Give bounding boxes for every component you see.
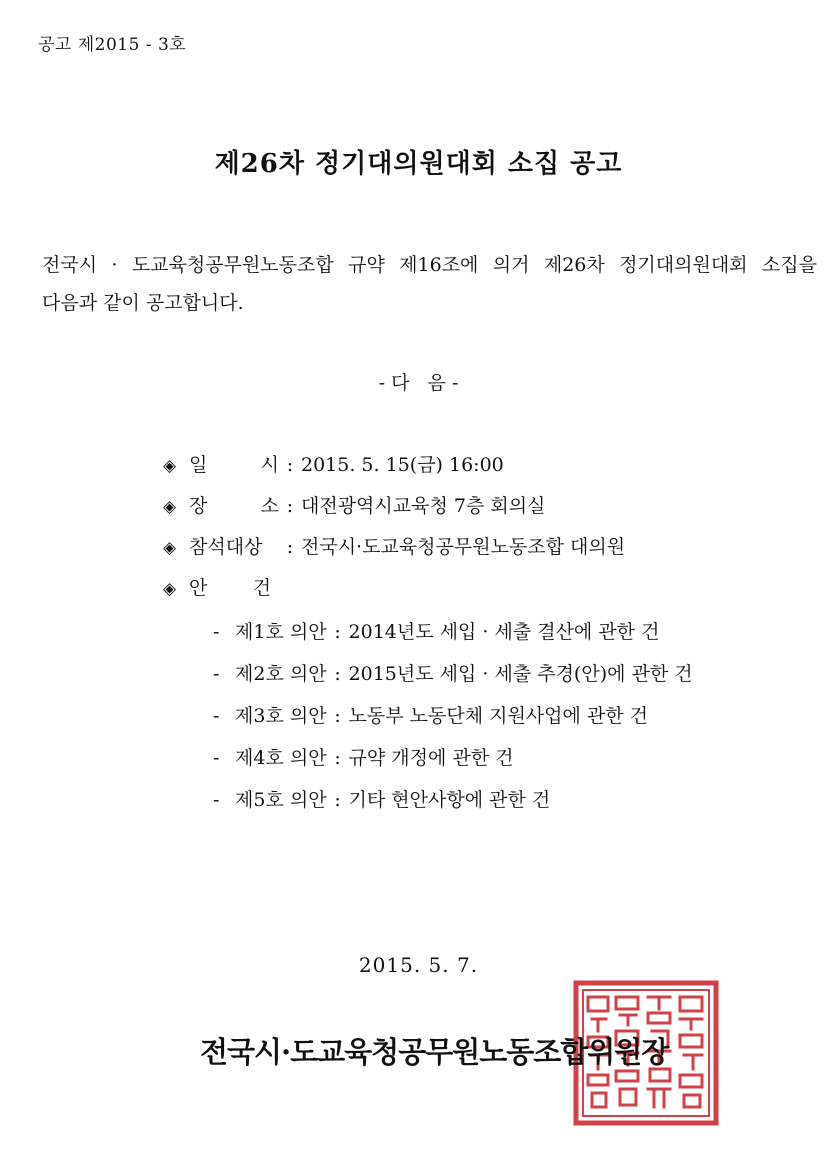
agenda-colon: : [334, 663, 341, 685]
agenda-item [213, 785, 693, 827]
notice-number: 공고 제2015 - 3호 [38, 35, 187, 55]
agenda-item [213, 659, 693, 701]
agenda-text: 기타 현안사항에 관한 건 [348, 789, 551, 811]
agenda-colon: : [334, 621, 341, 643]
detail-row-agenda [163, 573, 625, 614]
agenda-colon: : [334, 747, 341, 769]
agenda-colon: : [334, 789, 341, 811]
agenda-dash: - [213, 621, 220, 643]
signature: 전국시·도교육청공무원노동조합위원장 [200, 1035, 669, 1069]
detail-value: 대전광역시교육청 7층 회의실 [301, 495, 546, 517]
agenda-colon: : [334, 705, 341, 727]
agenda-dash: - [213, 705, 220, 727]
detail-colon: : [286, 536, 294, 558]
diamond-bullet-icon: ◈ [163, 538, 177, 558]
diamond-bullet-icon: ◈ [163, 579, 177, 599]
detail-row-datetime [163, 450, 625, 491]
detail-label: 참석대상 [189, 536, 263, 558]
agenda-item [213, 617, 693, 659]
detail-colon: : [286, 495, 294, 517]
diamond-bullet-icon: ◈ [163, 497, 177, 517]
agenda-text: 노동부 노동단체 지원사업에 관한 건 [348, 705, 649, 727]
detail-row-attendees [163, 532, 625, 573]
detail-value: 전국시·도교육청공무원노동조합 대의원 [301, 536, 626, 558]
agenda-number: 제1호 의안 [235, 621, 327, 643]
next-heading: - 다 음 - [378, 372, 459, 394]
agenda-dash: - [213, 747, 220, 769]
agenda-item [213, 701, 693, 743]
detail-value: 2015. 5. 15(금) 16:00 [301, 454, 504, 476]
detail-label: 안 건 [189, 577, 271, 599]
agenda-dash: - [213, 663, 220, 685]
agenda-number: 제2호 의안 [235, 663, 327, 685]
detail-row-location [163, 491, 625, 532]
diamond-bullet-icon: ◈ [163, 456, 177, 476]
intro-line-2: 다음과 같이 공고합니다. [42, 292, 244, 314]
intro-paragraph [42, 246, 817, 322]
agenda-item [213, 743, 693, 785]
agenda-text: 2015년도 세입 · 세출 추경(안)에 관한 건 [348, 663, 693, 685]
detail-label: 장 소 [189, 495, 279, 517]
agenda-text: 2014년도 세입 · 세출 결산에 관한 건 [348, 621, 660, 643]
detail-colon: : [286, 454, 294, 476]
detail-label: 일 시 [189, 454, 279, 476]
agenda-list [213, 617, 693, 827]
agenda-number: 제5호 의안 [235, 789, 327, 811]
agenda-number: 제4호 의안 [235, 747, 327, 769]
agenda-text: 규약 개정에 관한 건 [348, 747, 514, 769]
intro-line-1: 전국시 · 도교육청공무원노동조합 규약 제16조에 의거 제26차 정기대의원대회 소집을 [42, 254, 817, 276]
agenda-dash: - [213, 789, 220, 811]
agenda-number: 제3호 의안 [235, 705, 327, 727]
page-title: 제26차 정기대의원대회 소집 공고 [214, 149, 623, 179]
notice-date: 2015. 5. 7. [358, 953, 479, 977]
details-list [163, 450, 625, 614]
